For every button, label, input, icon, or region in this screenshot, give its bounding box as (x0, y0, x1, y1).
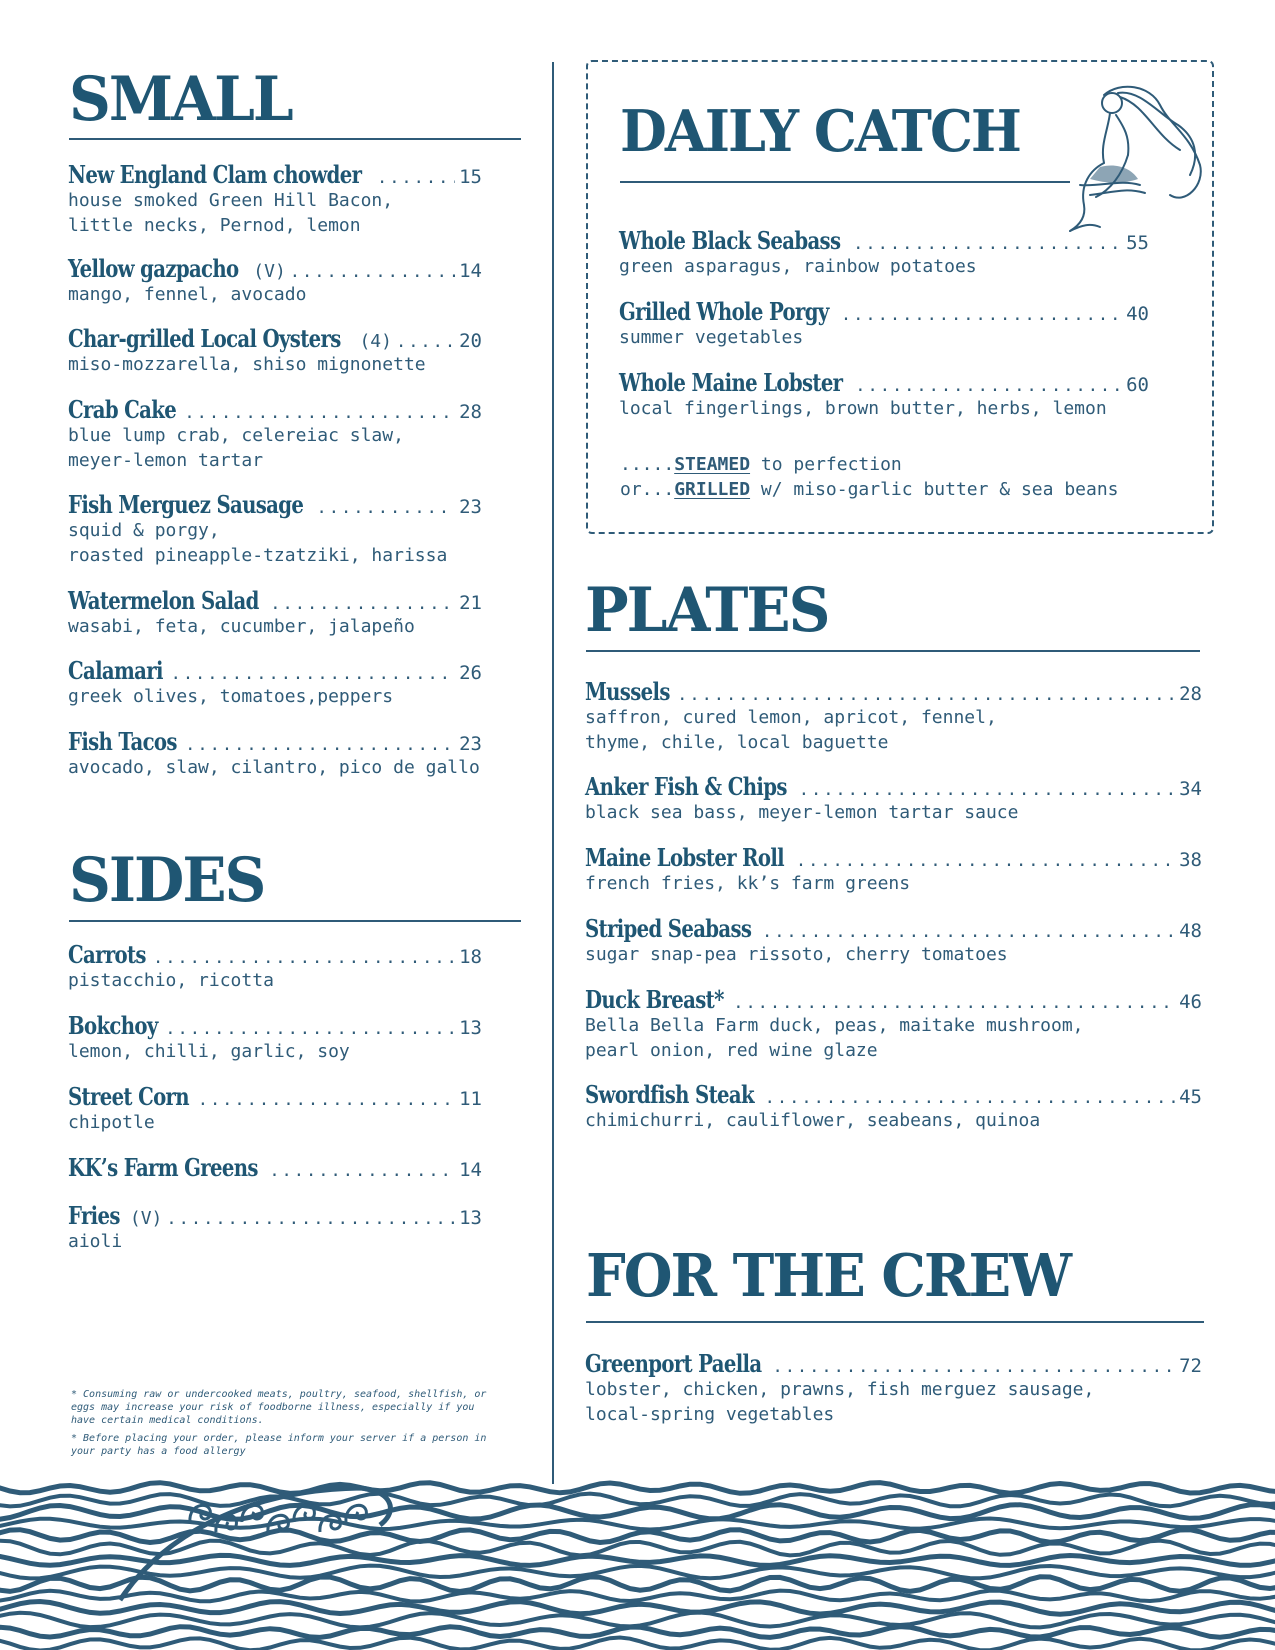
menu-item-price: 15 (459, 166, 482, 188)
leader-dots (855, 376, 1122, 396)
menu-item-price: 55 (1126, 232, 1149, 254)
menu-item-name: Duck Breast* (585, 985, 724, 1014)
leader-dots (733, 993, 1175, 1013)
menu-item-description: summer vegetables (619, 327, 804, 348)
menu-item-name: Mussels (585, 677, 670, 706)
menu-item-name: Bokchoy (68, 1011, 158, 1040)
menu-item-line (585, 1080, 1202, 1110)
menu-item-description: Bella Bella Farm duck, peas, maitake mushroom, pearl onion, red wine glaze (585, 1015, 1084, 1061)
menu-item-name: Fish Tacos (68, 727, 177, 756)
menu-item-name: Fish Merguez Sausage (68, 490, 304, 519)
wave-line (0, 1483, 1275, 1494)
waves-icon (0, 1480, 1275, 1650)
menu-item (68, 1011, 482, 1064)
crew-rule (586, 1321, 1204, 1323)
wave-line (0, 1638, 1275, 1650)
menu-item-name: Maine Lobster Roll (585, 843, 784, 872)
menu-item-line (68, 395, 482, 425)
option-grilled-prefix: or... (620, 479, 675, 500)
wave-line (0, 1577, 1275, 1592)
menu-item-name: KK’s Farm Greens (68, 1153, 258, 1182)
leader-dots (377, 168, 455, 188)
leader-dots (290, 262, 455, 282)
menu-item-description: mango, fennel, avocado (68, 284, 307, 305)
leader-dots (762, 922, 1175, 942)
menu-item (68, 254, 482, 307)
menu-item-line (68, 160, 482, 190)
leader-dots (269, 1161, 455, 1181)
menu-item-name: Street Corn (68, 1082, 189, 1111)
leader-dots (772, 1357, 1175, 1377)
daily-catch-title: DAILY CATCH (620, 97, 1020, 165)
menu-item-price: 28 (459, 401, 482, 423)
menu-item (585, 1080, 1202, 1133)
menu-item-description: aioli (68, 1231, 123, 1252)
crew-title: FOR THE CREW (586, 1241, 1071, 1311)
wave-curl (346, 1505, 367, 1522)
menu-item-line (68, 324, 482, 354)
menu-item-description: blue lump crab, celereiac slaw, meyer-lemon tartar (68, 425, 404, 471)
menu-item-description: avocado, slaw, cilantro, pico de gallo (68, 757, 480, 778)
leader-dots (166, 1209, 455, 1229)
menu-item-price: 20 (459, 330, 482, 352)
option-grilled-method: GRILLED (674, 479, 751, 500)
menu-item-line (68, 586, 482, 616)
leader-dots (184, 403, 455, 423)
sides-title: SIDES (69, 844, 265, 916)
menu-item (68, 1201, 482, 1254)
menu-item-line (585, 843, 1202, 873)
menu-item-name: Yellow gazpacho (68, 254, 239, 283)
wave-line (0, 1627, 1275, 1638)
menu-item-line (68, 940, 482, 970)
menu-item-line (68, 254, 482, 284)
column-divider (552, 62, 554, 1484)
menu-item-price: 26 (459, 662, 482, 684)
menu-item-description: local fingerlings, brown butter, herbs, lemon (619, 398, 1107, 419)
menu-item-price: 13 (459, 1017, 482, 1039)
menu-item-price: 18 (459, 946, 482, 968)
menu-item-price: 45 (1179, 1086, 1202, 1108)
menu-item-price: 38 (1179, 849, 1202, 871)
leader-dots (765, 1088, 1175, 1108)
menu-item-description: sugar snap-pea rissoto, cherry tomatoes (585, 944, 1008, 965)
menu-item-description: miso-mozzarella, shiso mignonette (68, 354, 426, 375)
menu-item-price: 14 (459, 260, 482, 282)
menu-item-description: house smoked Green Hill Bacon, little necks, Pernod, lemon (68, 190, 394, 236)
menu-item-description: chimichurri, cauliflower, seabeans, quinoa (585, 1110, 1041, 1131)
menu-item (68, 1082, 482, 1135)
menu-item-price: 28 (1179, 683, 1202, 705)
menu-item-price: 14 (459, 1159, 482, 1181)
menu-item-price: 60 (1126, 374, 1149, 396)
footnote-allergy: * Before placing your order, please inform your server if a person in your party has a food allergy (71, 1433, 487, 1457)
leader-dots (796, 851, 1175, 871)
sides-rule (69, 920, 521, 922)
menu-item-line (585, 1349, 1202, 1379)
leader-dots (171, 664, 456, 684)
leader-dots (165, 1019, 455, 1039)
menu-item-price: 40 (1126, 303, 1149, 325)
menu-item-line (68, 656, 482, 686)
option-steamed-suffix: to perfection (750, 454, 902, 475)
menu-item (68, 727, 482, 780)
leader-dots (185, 735, 455, 755)
menu-item-note: (V) (253, 261, 286, 282)
menu-item-price: 72 (1179, 1355, 1202, 1377)
leader-dots (317, 498, 456, 518)
wave-line (0, 1555, 1275, 1565)
leader-dots (841, 305, 1122, 325)
option-steamed (620, 452, 1119, 477)
menu-item-line (68, 1082, 482, 1112)
menu-item-name: Watermelon Salad (68, 586, 259, 615)
menu-item-price: 48 (1179, 920, 1202, 942)
menu-item-name: Swordfish Steak (585, 1080, 754, 1109)
menu-item-name: Greenport Paella (585, 1349, 762, 1378)
menu-item (619, 226, 1149, 279)
menu-item-line (68, 490, 482, 520)
leader-dots (853, 234, 1122, 254)
daily-catch-rule (620, 181, 1070, 183)
menu-item-line (68, 1011, 482, 1041)
menu-item-price: 34 (1179, 778, 1202, 800)
menu-item-price: 11 (459, 1088, 482, 1110)
wave-line (0, 1566, 1275, 1579)
menu-item-note: (4) (359, 331, 392, 352)
option-steamed-prefix: ..... (620, 454, 675, 475)
small-rule (69, 138, 521, 140)
menu-item (68, 395, 482, 473)
menu-item-description: saffron, cured lemon, apricot, fennel, thyme, chile, local baguette (585, 707, 997, 753)
wave-line (0, 1602, 1275, 1615)
option-grilled-suffix: w/ miso-garlic butter & sea beans (750, 479, 1119, 500)
small-title: SMALL (69, 63, 292, 135)
menu-item-name: Whole Black Seabass (619, 226, 841, 255)
menu-item-description: greek olives, tomatoes,peppers (68, 686, 394, 707)
leader-dots (396, 332, 455, 352)
menu-item-line (585, 985, 1202, 1015)
menu-item (68, 940, 482, 993)
menu-item-description: french fries, kk’s farm greens (585, 873, 911, 894)
menu-item-description: chipotle (68, 1112, 155, 1133)
menu-item-description: green asparagus, rainbow potatoes (619, 256, 977, 277)
menu-item (585, 985, 1202, 1063)
option-grilled (620, 477, 1119, 502)
menu-item (585, 843, 1202, 896)
menu-item-description: black sea bass, meyer-lemon tartar sauce (585, 802, 1019, 823)
menu-item-line (585, 677, 1202, 707)
menu-item-name: Striped Seabass (585, 914, 752, 943)
menu-item-description: pistacchio, ricotta (68, 970, 274, 991)
menu-item-description: lemon, chilli, garlic, soy (68, 1041, 350, 1062)
leader-dots (799, 780, 1175, 800)
menu-item (68, 490, 482, 568)
menu-item-price: 21 (459, 592, 482, 614)
leader-dots (198, 1090, 455, 1110)
menu-item-line (68, 1153, 482, 1183)
menu-item-description: lobster, chicken, prawns, fish merguez sausage, local-spring vegetables (585, 1379, 1095, 1425)
lobster-options (620, 452, 1119, 502)
menu-item (585, 914, 1202, 967)
menu-item-line (619, 297, 1149, 327)
menu-item-price: 46 (1179, 991, 1202, 1013)
menu-item-name: Fries (68, 1201, 120, 1230)
menu-item-name: Calamari (68, 656, 163, 685)
wave-line (0, 1494, 1275, 1507)
menu-item-line (68, 1201, 482, 1231)
menu-item-name: Char-grilled Local Oysters (68, 324, 341, 353)
menu-item-line (619, 226, 1149, 256)
menu-item (619, 368, 1149, 421)
menu-item-description: squid & porgy, roasted pineapple-tzatziki, harissa (68, 520, 448, 566)
wave-line (0, 1541, 1275, 1556)
leader-dots (153, 948, 455, 968)
option-steamed-method: STEAMED (674, 454, 751, 475)
menu-item-name: Crab Cake (68, 395, 177, 424)
menu-item-description: wasabi, feta, cucumber, jalapeño (68, 616, 415, 637)
menu-item-price: 23 (459, 733, 482, 755)
leader-dots (677, 685, 1175, 705)
plates-title: PLATES (585, 574, 829, 646)
plates-rule (586, 650, 1200, 652)
menu-item-price: 13 (459, 1207, 482, 1229)
leader-dots (270, 594, 455, 614)
menu-item-line (585, 772, 1202, 802)
menu-item (619, 297, 1149, 350)
menu-item-price: 23 (459, 496, 482, 518)
menu-item (585, 677, 1202, 755)
menu-item-line (585, 914, 1202, 944)
menu-item (585, 772, 1202, 825)
menu-item-name: Grilled Whole Porgy (619, 297, 829, 326)
menu-item (68, 586, 482, 639)
menu-item (68, 324, 482, 377)
menu-item-note: (V) (129, 1208, 163, 1229)
menu-item-name: Anker Fish & Chips (585, 772, 787, 801)
menu-item-line (68, 727, 482, 757)
menu-item (68, 656, 482, 709)
menu-item-name: New England Clam chowder (68, 160, 362, 189)
menu-item-name: Whole Maine Lobster (619, 368, 843, 397)
menu-item (68, 1153, 482, 1183)
menu-item-name: Carrots (68, 940, 146, 969)
mermaid-icon (1060, 75, 1210, 235)
footnote-raw-food: * Consuming raw or undercooked meats, poultry, seafood, shellfish, or eggs may increase your risk of foodborne illness, especially if you have certain medical conditions. (71, 1389, 487, 1426)
menu-item-line (619, 368, 1149, 398)
menu-item (585, 1349, 1202, 1427)
menu-item (68, 160, 482, 238)
